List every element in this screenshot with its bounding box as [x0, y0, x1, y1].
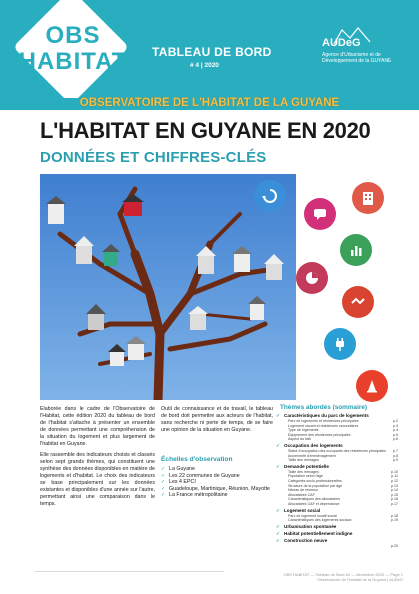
middle-column: [161, 406, 273, 439]
theme-row: [280, 544, 398, 549]
theme-category: ✓ Logement social: [280, 508, 398, 514]
theme-row-page: p.4: [393, 428, 398, 433]
theme-row-label: Equipement des résidences principales: [288, 432, 351, 437]
themes-list: [280, 413, 398, 548]
org-full-name: Agence d'Urbanisme et de Développement de la GUYANE: [322, 52, 392, 64]
theme-category: ✓ Demande potentielle: [280, 464, 398, 470]
theme-category: ✓ Caractéristiques du parc de logements: [280, 413, 398, 419]
theme-row-page: p.5: [393, 432, 398, 437]
theme-row-page: p.15: [391, 492, 398, 497]
theme-row-page: p.3: [393, 423, 398, 428]
intro-column: [40, 406, 155, 513]
theme-row-label: Aspect du bâti: [288, 437, 311, 442]
theme-category: ✓ Construction neuve: [280, 538, 398, 544]
header-banner: [0, 0, 419, 108]
theme-row-page: p.8: [393, 453, 398, 458]
theme-row: [280, 502, 398, 507]
footer-line-1: OBS HABITAT — Tableau de Bord #4 — décembre 2020 — Page 1: [283, 572, 403, 577]
theme-row: [280, 458, 398, 463]
theme-row-page: p.19: [391, 518, 398, 523]
theme-row-page: p.17: [391, 501, 398, 506]
theme-row-label: Type de logements: [288, 428, 319, 433]
theme-row-label: Caractéristiques des allocataires: [288, 497, 340, 502]
building-icon: [352, 182, 384, 214]
list-item: ✓ Les 22 communes de Guyane: [161, 473, 273, 480]
bar-chart-icon: [340, 234, 372, 266]
theme-icons: [252, 178, 392, 404]
handshake-icon: [342, 286, 374, 318]
theme-row-label: Parc de logement locatif social: [288, 513, 337, 518]
theme-row-page: p.10: [391, 469, 398, 474]
middle-paragraph: Outil de connaissance et de travail, le tableau de bord doit permettre aux acteurs de l'habitat, sans recherche ni perte de temps, de se faire une opinion de la situation en Guyane.: [161, 406, 273, 433]
theme-category: ✓ Occupation des logements: [280, 443, 398, 449]
org-name: AUDeG: [322, 37, 361, 49]
theme-row-page: p.16: [391, 497, 398, 502]
page-title: L'HABITAT EN GUYANE EN 2020: [40, 118, 371, 143]
theme-row-label: Allocataires CAF: [288, 492, 315, 497]
footer-line-2: Observatoire de l'Habitat de la Guyane | AUDeG: [317, 577, 403, 582]
theme-row-label: Taille des ménages: [288, 469, 319, 474]
footer-divider: [34, 571, 224, 572]
scales-list: [161, 466, 273, 499]
chat-icon: [304, 198, 336, 230]
theme-row-page: p.2: [393, 419, 398, 423]
theme-row-label: Structure de la population par âge: [288, 483, 343, 488]
theme-row-page: p.20: [391, 543, 398, 548]
themes-title: Thèmes abordés (sommaire): [280, 404, 368, 411]
theme-row-label: Parc de logements et résidences principales: [288, 419, 359, 423]
theme-row-page: p.14: [391, 488, 398, 493]
theme-row-page: p.6: [393, 437, 398, 442]
page-footer: [283, 572, 403, 582]
theme-category: ✓ Habitat potentiellement indigne: [280, 531, 398, 537]
theme-row: [280, 437, 398, 442]
band-title: OBSERVATOIRE DE L'HABITAT DE LA GUYANE: [79, 97, 340, 109]
traffic-cone-icon: [356, 370, 388, 402]
pie-chart-icon: [296, 262, 328, 294]
theme-row-page: p.7: [393, 448, 398, 453]
intro-paragraph-2: Elle rassemble des indicateurs choisis et classés selon sept grands thèmes, qui constituent une synthèse des données disponibles en matière de logements et d'habitat. Le choix des indicateurs se base principalement sur les données existantes et disponibles d'une année sur l'autre, permettant ainsi une comparaison dans le temps.: [40, 452, 155, 507]
theme-row-page: p.9: [393, 458, 398, 463]
theme-row-label: Catégories socio-professionnelles: [288, 478, 342, 483]
theme-row-label: Ancienneté d'emménagement: [288, 453, 336, 458]
theme-row: [280, 518, 398, 523]
scales-title: Échelles d'observation: [161, 456, 233, 463]
theme-row-label: Niveau de revenus: [288, 488, 318, 493]
recycle-icon: [254, 180, 286, 212]
plug-icon: [324, 328, 356, 360]
theme-category: ✓ Urbanisation spontanée: [280, 524, 398, 530]
doc-type: TABLEAU DE BORD: [152, 45, 272, 59]
logo-line1: OBS: [45, 22, 101, 49]
logo-line2: HABITAT: [18, 48, 128, 75]
theme-row-page: p.18: [391, 513, 398, 518]
theme-row-label: Statut d'occupation des occupants des résidences principales: [288, 448, 386, 453]
theme-row-page: p.12: [391, 478, 398, 483]
list-item: ✓ La France métropolitaine: [161, 492, 273, 499]
theme-row-page: p.13: [391, 483, 398, 488]
list-item: ✓ Guadeloupe, Martinique, Réunion, Mayotte: [161, 486, 273, 493]
page-subtitle: DONNÉES ET CHIFFRES-CLÉS: [40, 149, 267, 166]
intro-paragraph-1: Elaborée dans le cadre de l'Observatoire de l'Habitat, cette édition 2020 du tableau de bord de l'habitat s'attache à présenter un ensemble de données permettant une compréhension de la situation du logement et plus largement de l'habitat en Guyane.: [40, 406, 155, 447]
list-item: ✓ La Guyane: [161, 466, 273, 473]
issue-number: # 4 | 2020: [190, 62, 219, 69]
themes-summary: [280, 404, 398, 548]
theme-row-label: Population selon l'âge: [288, 474, 324, 479]
theme-row-label: Logement vacant et résidences secondaires: [288, 423, 359, 428]
list-item: ✓ Les 4 EPCI: [161, 479, 273, 486]
theme-row-label: Caractéristiques des logements sociaux: [288, 518, 352, 523]
theme-row-page: p.11: [391, 474, 398, 479]
theme-row-label: Taille des ménages: [288, 458, 319, 463]
theme-row-label: Allocataires CAF et dépendance: [288, 501, 340, 506]
